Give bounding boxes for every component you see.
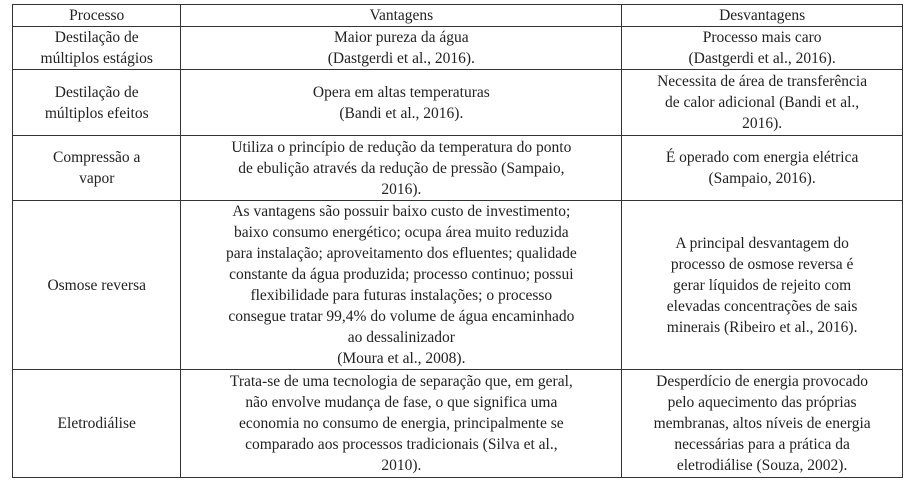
cell-desvantagens: A principal desvantagem do processo de osmose reversa é gerar líquidos de rejeito com elevadas concentrações de sais minerais (Ribeiro et al., 2016). bbox=[622, 201, 903, 370]
cell-processo: Osmose reversa bbox=[13, 201, 181, 370]
table-row bbox=[13, 27, 903, 70]
cell-vantagens: Maior pureza da água (Dastgerdi et al., 2016). bbox=[181, 27, 622, 70]
cell-processo: Destilação de múltiplos estágios bbox=[13, 27, 181, 70]
header-row bbox=[13, 5, 903, 27]
comparison-table bbox=[12, 4, 903, 478]
cell-desvantagens: Necessita de área de transferência de calor adicional (Bandi et al., 2016). bbox=[622, 70, 903, 136]
cell-desvantagens: Processo mais caro (Dastgerdi et al., 2016). bbox=[622, 27, 903, 70]
cell-desvantagens: Desperdício de energia provocado pelo aquecimento das próprias membranas, altos níveis de energia necessárias para a prática da eletrodiálise (Souza, 2002). bbox=[622, 370, 903, 478]
table-row bbox=[13, 201, 903, 370]
cell-vantagens: Opera em altas temperaturas (Bandi et al., 2016). bbox=[181, 70, 622, 136]
header-vantagens: Vantagens bbox=[181, 5, 622, 27]
cell-vantagens: As vantagens são possuir baixo custo de investimento; baixo consumo energético; ocupa área muito reduzida para instalação; aproveitamento dos efluentes; qualidade constante da água produzida; processo continuo; possui flexibilidade para futuras instalações; o processo consegue tratar 99,4% do volume de água encaminhado ao dessalinizador (Moura et al., 2008). bbox=[181, 201, 622, 370]
cell-processo: Destilação de múltiplos efeitos bbox=[13, 70, 181, 136]
table-row bbox=[13, 70, 903, 136]
cell-desvantagens: É operado com energia elétrica (Sampaio, 2016). bbox=[622, 136, 903, 201]
table-row bbox=[13, 136, 903, 201]
cell-vantagens: Trata-se de uma tecnologia de separação que, em geral, não envolve mudança de fase, o que significa uma economia no consumo de energia, principalmente se comparado aos processos tradicionais (Silva et al., 2010). bbox=[181, 370, 622, 478]
header-desvantagens: Desvantagens bbox=[622, 5, 903, 27]
cell-processo: Eletrodiálise bbox=[13, 370, 181, 478]
table-row bbox=[13, 370, 903, 478]
header-processo: Processo bbox=[13, 5, 181, 27]
cell-vantagens: Utiliza o princípio de redução da temperatura do ponto de ebulição através da redução de pressão (Sampaio, 2016). bbox=[181, 136, 622, 201]
cell-processo: Compressão a vapor bbox=[13, 136, 181, 201]
